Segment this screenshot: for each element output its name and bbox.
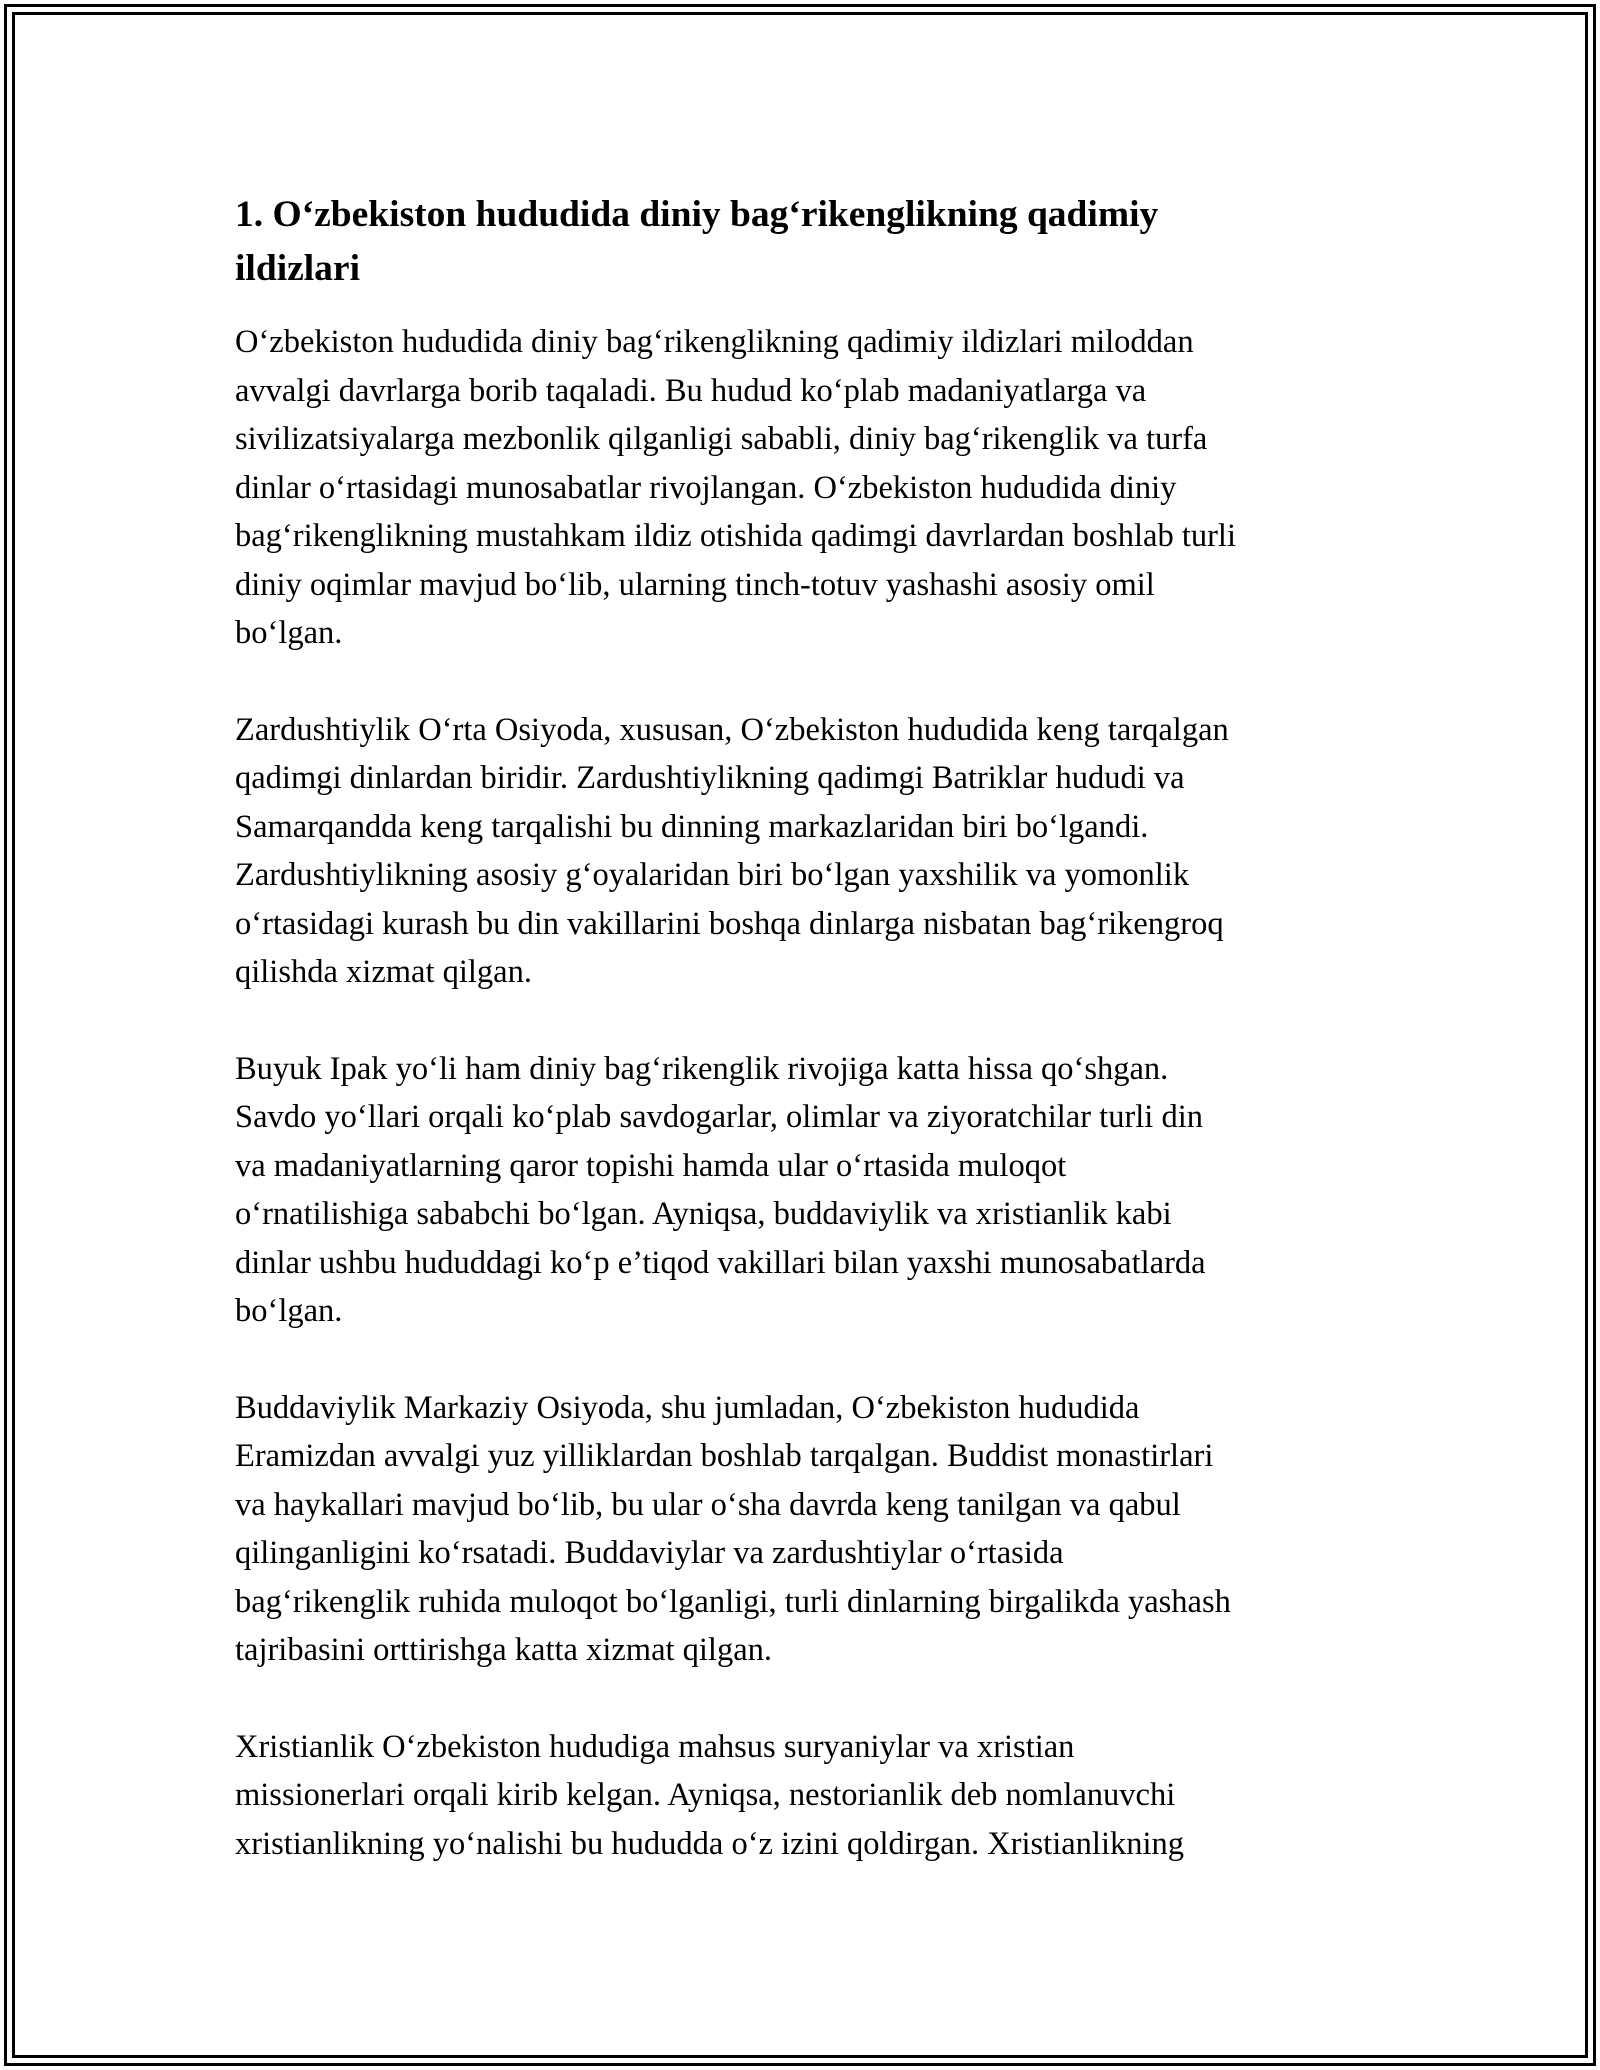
paragraph-christianity: Xristianlik O‘zbekiston hududiga mahsus suryaniylar va xristian missionerlari orqali kirib kelgan. Ayniqsa, nestorianlik deb nomlanuvchi xristianlikning yo‘nalishi bu hududda o‘z izini qoldirgan. Xristianlikning — [235, 1728, 1185, 1862]
paragraph-silk-road: Buyuk Ipak yo‘li ham diniy bag‘rikenglik rivojiga katta hissa qo‘shgan. Savdo yo‘llari orqali ko‘plab savdogarlar, olimlar va ziyoratchilar turli din va madaniyatlarning qaror topishi hamda ular o‘rtasida muloqot o‘rnatilishiga sababchi bo‘lgan. Ayniqsa, buddaviylik va xristianlik kabi dinlar ushbu hududdagi ko‘p e’tiqod vakillari bilan yaxshi munosabatlarda bo‘lgan. — [235, 1050, 1206, 1329]
section-heading: 1. O‘zbekiston hududida diniy bag‘rikenglikning qadimiy ildizlari — [235, 194, 1159, 289]
paragraph-zoroastrianism: Zardushtiylik O‘rta Osiyoda, xususan, O‘zbekiston hududida keng tarqalgan qadimgi dinlardan biridir. Zardushtiylikning qadimgi Batriklar hududi va Samarqandda keng tarqalishi bu dinning markazlaridan biri bo‘lgandi. Zardushtiylikning asosiy g‘oyalaridan biri bo‘lgan yaxshilik va yomonlik o‘rtasidagi kurash bu din vakillarini boshqa dinlarga nisbatan bag‘rikengroq qilishda xizmat qilgan. — [235, 711, 1229, 990]
document-body — [235, 188, 1380, 1916]
paragraph-intro: O‘zbekiston hududida diniy bag‘rikenglikning qadimiy ildizlari miloddan avvalgi davrlarga borib taqaladi. Bu hudud ko‘plab madaniyatlarga va sivilizatsiyalarga mezbonlik qilganligi sababli, diniy bag‘rikenglik va turfa dinlar o‘rtasidagi munosabatlar rivojlangan. O‘zbekiston hududida diniy bag‘rikenglikning mustahkam ildiz otishida qadimgi davrlardan boshlab turli diniy oqimlar mavjud bo‘lib, ularning tinch-totuv yashashi asosiy omil bo‘lgan. — [235, 324, 1236, 651]
paragraph-buddhism: Buddaviylik Markaziy Osiyoda, shu jumladan, O‘zbekiston hududida Eramizdan avvalgi yuz yilliklardan boshlab tarqalgan. Buddist monastirlari va haykallari mavjud bo‘lib, bu ular o‘sha davrda keng tanilgan va qabul qilinganligini ko‘rsatadi. Buddaviylar va zardushtiylar o‘rtasida bag‘rikenglik ruhida muloqot bo‘lganligi, turli dinlarning birgalikda yashash tajribasini orttirishga katta xizmat qilgan. — [235, 1389, 1231, 1668]
